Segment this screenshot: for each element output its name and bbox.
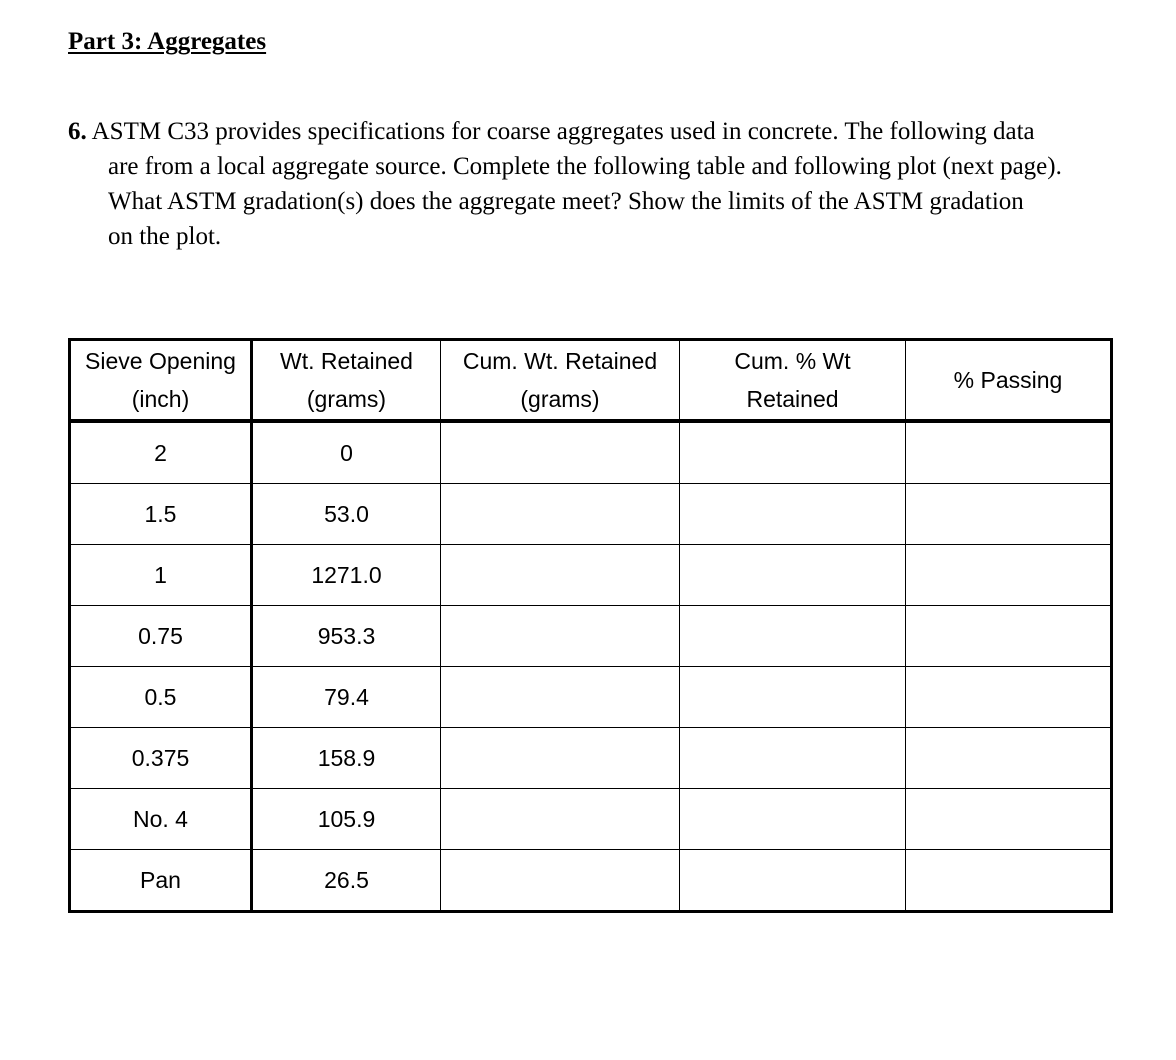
- cell-retained: 26.5: [252, 850, 441, 912]
- table-row: [70, 545, 1112, 606]
- table-row: [70, 728, 1112, 789]
- table-row: [70, 484, 1112, 545]
- cell-cum-retained[interactable]: [441, 789, 680, 850]
- header-cum-pct-retained: [680, 340, 906, 422]
- cell-sieve: No. 4: [70, 789, 252, 850]
- header-text: % Passing: [953, 367, 1063, 393]
- cell-cum-pct[interactable]: [680, 850, 906, 912]
- question-line-text: ASTM C33 provides specifications for coarse aggregates used in concrete. The following data: [91, 118, 1035, 145]
- question-text: [68, 114, 1096, 254]
- question-number: 6.: [68, 118, 87, 145]
- cell-retained: 79.4: [252, 667, 441, 728]
- header-cum-wt-retained: [441, 340, 680, 422]
- question-line: on the plot.: [108, 223, 222, 250]
- cell-sieve: 0.75: [70, 606, 252, 667]
- cell-cum-pct[interactable]: [680, 789, 906, 850]
- header-text: (grams): [306, 386, 387, 412]
- cell-cum-pct[interactable]: [680, 545, 906, 606]
- header-text: (grams): [520, 386, 600, 412]
- section-heading: Part 3: Aggregates: [68, 28, 267, 55]
- table-row: [70, 789, 1112, 850]
- cell-cum-pct[interactable]: [680, 484, 906, 545]
- table-row: [70, 850, 1112, 912]
- table-row: [70, 421, 1112, 484]
- header-pct-passing: [906, 340, 1112, 422]
- cell-sieve: 0.375: [70, 728, 252, 789]
- cell-cum-retained[interactable]: [441, 545, 680, 606]
- cell-cum-retained[interactable]: [441, 667, 680, 728]
- cell-sieve: 0.5: [70, 667, 252, 728]
- cell-passing[interactable]: [906, 789, 1112, 850]
- cell-cum-retained[interactable]: [441, 421, 680, 484]
- cell-sieve: 1: [70, 545, 252, 606]
- cell-sieve: Pan: [70, 850, 252, 912]
- header-text: Wt. Retained: [280, 348, 413, 374]
- cell-passing[interactable]: [906, 545, 1112, 606]
- sieve-analysis-table: [68, 338, 1113, 913]
- question-line: are from a local aggregate source. Complete the following table and following plot (next page).: [108, 153, 1062, 180]
- header-sieve-opening: [70, 340, 252, 422]
- cell-retained: 53.0: [252, 484, 441, 545]
- cell-cum-retained[interactable]: [441, 728, 680, 789]
- cell-cum-pct[interactable]: [680, 667, 906, 728]
- table-row: [70, 606, 1112, 667]
- cell-cum-retained[interactable]: [441, 484, 680, 545]
- header-text: Retained: [746, 386, 839, 412]
- cell-retained: 105.9: [252, 789, 441, 850]
- table-row: [70, 667, 1112, 728]
- cell-retained: 953.3: [252, 606, 441, 667]
- cell-cum-pct[interactable]: [680, 606, 906, 667]
- cell-cum-pct[interactable]: [680, 421, 906, 484]
- cell-passing[interactable]: [906, 667, 1112, 728]
- cell-sieve: 2: [70, 421, 252, 484]
- question-line: [68, 114, 1096, 149]
- cell-sieve: 1.5: [70, 484, 252, 545]
- cell-passing[interactable]: [906, 421, 1112, 484]
- header-text: Cum. Wt. Retained: [462, 348, 658, 374]
- header-text: Sieve Opening: [85, 348, 236, 374]
- cell-retained: 1271.0: [252, 545, 441, 606]
- cell-cum-pct[interactable]: [680, 728, 906, 789]
- question-line: What ASTM gradation(s) does the aggregate meet? Show the limits of the ASTM gradation: [108, 188, 1024, 215]
- cell-cum-retained[interactable]: [441, 606, 680, 667]
- cell-cum-retained[interactable]: [441, 850, 680, 912]
- cell-passing[interactable]: [906, 728, 1112, 789]
- cell-retained: 158.9: [252, 728, 441, 789]
- cell-passing[interactable]: [906, 850, 1112, 912]
- cell-retained: 0: [252, 421, 441, 484]
- header-text: (inch): [131, 386, 190, 412]
- cell-passing[interactable]: [906, 484, 1112, 545]
- header-wt-retained: [252, 340, 441, 422]
- header-text: Cum. % Wt: [734, 348, 851, 374]
- cell-passing[interactable]: [906, 606, 1112, 667]
- table-header-row: [70, 340, 1112, 422]
